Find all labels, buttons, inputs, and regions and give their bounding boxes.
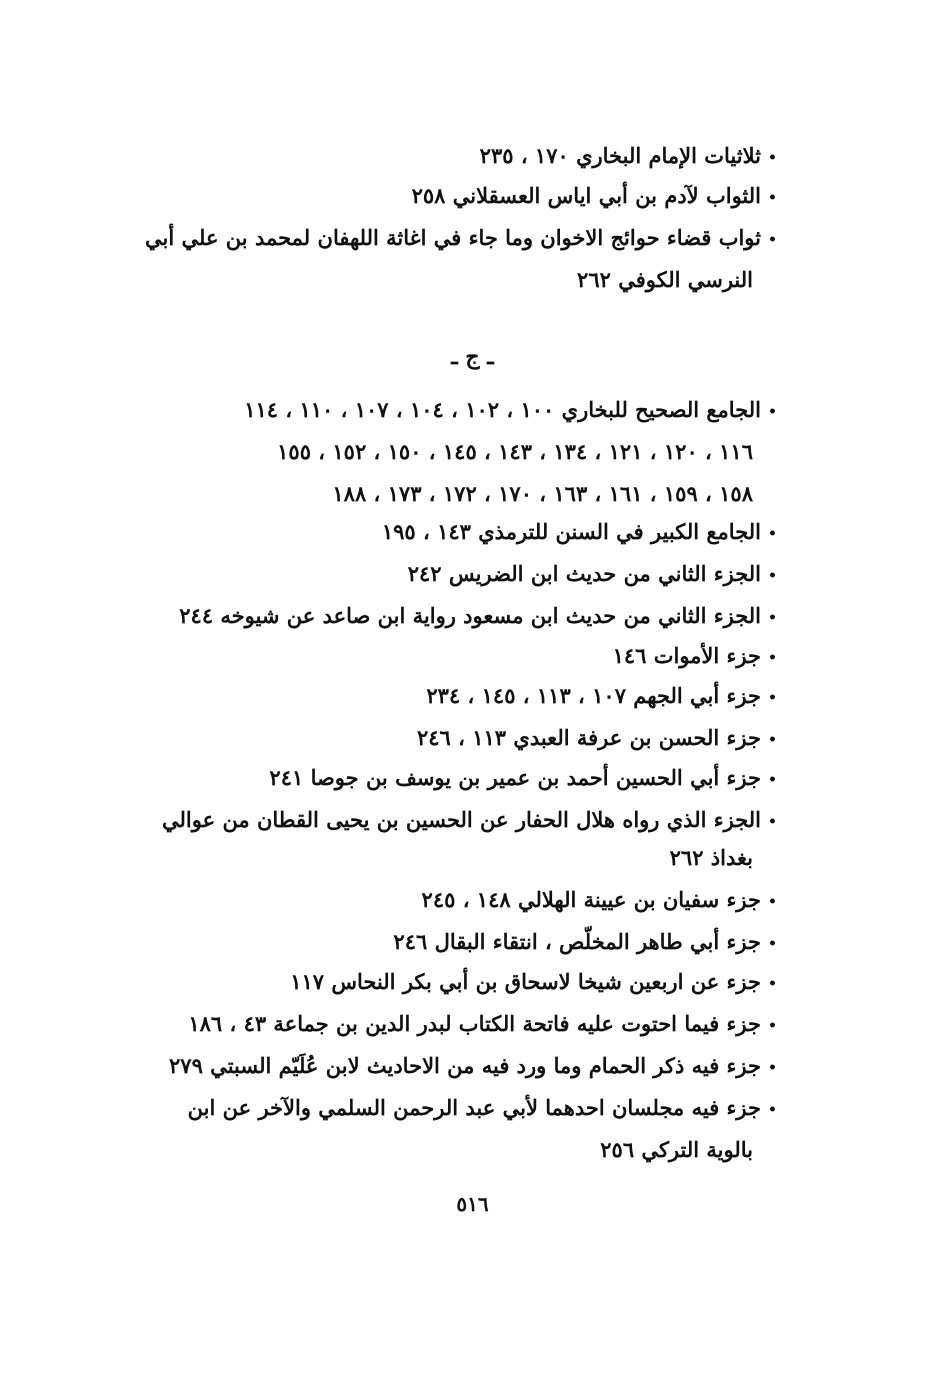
entry-text: جزء عن اربعين شيخا لاسحاق بن أبي بكر النحاس ١١٧ (290, 969, 761, 994)
index-entry (162, 800, 777, 842)
entry-text: بالوية التركي ٢٥٦ (600, 1137, 753, 1162)
bullet-icon: • (768, 231, 777, 248)
section-letter: ـ ج ـ (451, 344, 494, 370)
entry-text: الجزء الذي رواه هلال الحفار عن الحسين بن يحيى القطان من عوالي (162, 807, 761, 832)
index-entry (188, 1088, 777, 1130)
entry-text: جزء فيه ذكر الحمام وما ورد فيه من الاحاديث لابن عُلَيّم السبتي ٢٧٩ (169, 1053, 761, 1078)
bullet-icon: • (768, 567, 777, 584)
index-entry (613, 636, 777, 678)
index-entry (179, 596, 777, 638)
entry-text: جزء أبي الحسين أحمد بن عمير بن يوسف بن جوصا ٢٤١ (269, 765, 761, 790)
index-entry (393, 922, 777, 964)
entry-text: جزء أبي طاهر المخلّص ، انتقاء البقال ٢٤٦ (393, 929, 761, 954)
bullet-icon: • (768, 813, 777, 830)
page-number: ٥١٦ (456, 1192, 489, 1216)
entry-text: جزء الحسن بن عرفة العبدي ١١٣ ، ٢٤٦ (416, 725, 761, 750)
index-entry (480, 136, 777, 178)
index-entry (169, 1046, 777, 1088)
index-entry (145, 218, 777, 260)
bullet-icon: • (768, 649, 777, 666)
entry-text: الجزء الثاني من حديث ابن مسعود رواية ابن صاعد عن شيوخه ٢٤٤ (179, 603, 761, 628)
bullet-icon: • (768, 525, 777, 542)
entry-continuation (670, 838, 777, 878)
bullet-icon: • (768, 189, 777, 206)
index-entry (382, 512, 777, 554)
entry-continuation (332, 474, 777, 514)
index-entry (422, 880, 777, 922)
index-entry (417, 718, 777, 760)
entry-text: جزء أبي الجهم ١٠٧ ، ١١٣ ، ١٤٥ ، ٢٣٤ (426, 683, 761, 708)
index-entry (244, 390, 777, 432)
entry-text: الثواب لآدم بن أبي اياس العسقلاني ٢٥٨ (411, 183, 761, 208)
bullet-icon: • (768, 771, 777, 788)
entry-continuation (277, 432, 777, 472)
entry-text: الجامع الكبير في السنن للترمذي ١٤٣ ، ١٩٥ (381, 519, 761, 544)
index-entry (426, 676, 777, 718)
entry-text: ١١٦ ، ١٢٠ ، ١٢١ ، ١٣٤ ، ١٤٣ ، ١٤٥ ، ١٥٠ ، ١٥٢ ، ١٥٥ (277, 439, 753, 464)
entry-text: جزء فيما احتوت عليه فاتحة الكتاب لبدر الدين بن جماعة ٤٣ ، ١٨٦ (188, 1011, 761, 1036)
bullet-icon: • (768, 975, 777, 992)
entry-text: جزء سفيان بن عيينة الهلالي ١٤٨ ، ٢٤٥ (421, 887, 761, 912)
entry-text: بغداذ ٢٦٢ (669, 845, 753, 870)
entry-text: ثلاثيات الإمام البخاري ١٧٠ ، ٢٣٥ (479, 143, 761, 168)
entry-text: ١٥٨ ، ١٥٩ ، ١٦١ ، ١٦٣ ، ١٧٠ ، ١٧٢ ، ١٧٣ ، ١٨٨ (332, 481, 753, 506)
entry-continuation (600, 1130, 777, 1170)
bullet-icon: • (768, 403, 777, 420)
entry-text: الجامع الصحيح للبخاري ١٠٠ ، ١٠٢ ، ١٠٤ ، ١٠٧ ، ١١٠ ، ١١٤ (244, 397, 761, 422)
bullet-icon: • (768, 731, 777, 748)
bullet-icon: • (768, 689, 777, 706)
entry-continuation (577, 260, 777, 300)
bullet-icon: • (768, 1059, 777, 1076)
bullet-icon: • (768, 149, 777, 166)
index-entry (412, 176, 777, 218)
entry-text: ثواب قضاء حوائج الاخوان وما جاء في اغاثة اللهفان لمحمد بن علي أبي (145, 225, 761, 250)
index-entry (408, 554, 777, 596)
entry-text: جزء الأموات ١٤٦ (612, 643, 761, 668)
bullet-icon: • (768, 1017, 777, 1034)
entry-text: النرسي الكوفي ٢٦٢ (577, 267, 753, 292)
entry-text: الجزء الثاني من حديث ابن الضريس ٢٤٢ (407, 561, 761, 586)
bullet-icon: • (768, 893, 777, 910)
entry-text: جزء فيه مجلسان احدهما لأبي عبد الرحمن السلمي والآخر عن ابن (187, 1095, 761, 1120)
index-entry (188, 1004, 777, 1046)
bullet-icon: • (768, 935, 777, 952)
index-entry (290, 962, 777, 1004)
bullet-icon: • (768, 609, 777, 626)
index-entry (269, 758, 777, 800)
bullet-icon: • (768, 1101, 777, 1118)
